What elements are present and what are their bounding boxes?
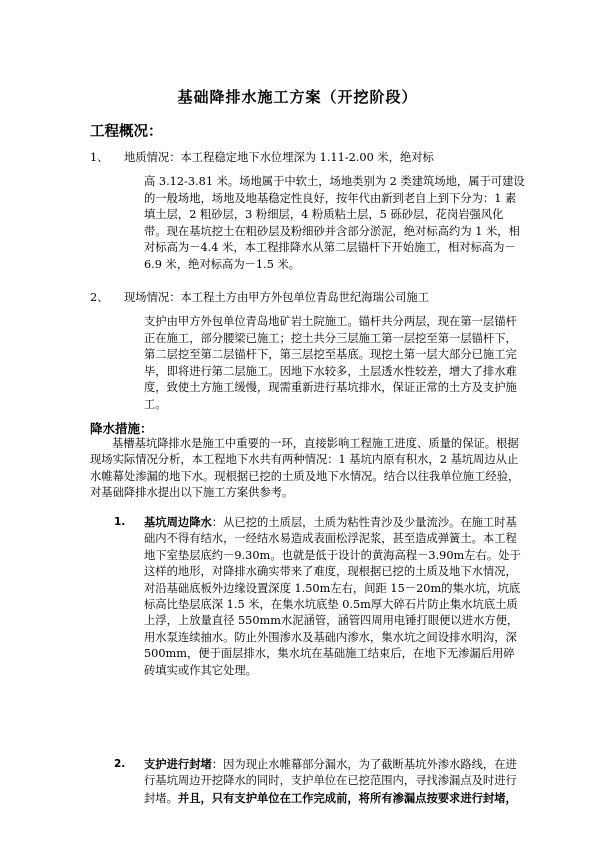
item-body: 高 3.12-3.81 米。场地属于中软土，场地类别为 2 类建筑场地，属于可建设的一般场地，场地及地基稳定性良好，按年代由新到老自上到下分为：1 素填土层，2 粗砂层，3 粉细层，4 粉质粘土层，5 砾砂层，花岗岩强风化带。现在基坑挖土在粗砂层及粉细砂并含部分淤泥，绝对标高约为 1 米，相对标高为－4.4 米，本工程排降水从第二层锚杆下开始施工，相对标高为－6.9 米，绝对标高为－1.5 米。 <box>144 175 525 271</box>
measure-text: ：因为现止水帷幕部分漏水，为了截断基坑外渗水路线，在进行基坑周边开挖降水的同时，支护单位在已挖范围内，寻找渗漏点及时进行封堵。 <box>144 758 517 805</box>
measure-number: 2. <box>114 758 126 770</box>
item-first-line: 地质情况：本工程稳定地下水位埋深为 1.11-2.00 米，绝对标 <box>124 151 434 164</box>
measure-number: 1. <box>114 516 126 528</box>
item-number: 1、 <box>90 151 109 164</box>
measure-bold-tail: 并且，只有支护单位在工作完成前，将所有渗漏点按要求进行封堵， <box>177 790 517 805</box>
measure-label: 基坑周边降水 <box>144 515 212 529</box>
dewatering-intro-paragraph: 基槽基坑降排水是施工中重要的一环，直接影响工程施工进度、质量的保证。根据现场实际情况分析，本工程地下水共有两种情况：1 基坑内原有积水，2 基坑周边从止水帷幕处渗漏的地下水。现根据已挖的土质及地下水情况。结合以往我单位施工经验，对基础降排水提出以下施工方案供参考。 <box>90 437 520 500</box>
measure-body <box>144 514 524 679</box>
measure-text: ：从已挖的土质层，土质为粘性青沙及少量流沙。在施工时基础内不得有结水，一经结水易造成表面松浮泥浆，甚至造成弹簧土。本工程地下室垫层底约－9.30m。也就是低于设计的黄海高程－3.90m左右。处于这样的地形，对降排水确实带来了难度，现根据已挖的土质及地下水情况，对沿基础底板外边缘设置深度 1.50m左右，间距 15－20m的集水坑，坑底标高比垫层底深 1.5 米，在集水坑底垫 0.5m厚大碎石片防止集水坑底土质上浮，上放量直径 550mm水泥涵管，涵管四周用电锤打眼便以进水方便，用水泵连续抽水。防止外围渗水及基础内渗水，集水坑之间设排水明沟，深 500mm，便于面层排水，集水坑在基础施工结束后，在地下无渗漏后用碎砖填实或作其它处理。 <box>144 516 521 677</box>
section-heading-dewatering: 降水措施： <box>90 421 153 436</box>
measure-label: 支护进行封堵 <box>144 757 212 771</box>
document-title: 基础降排水施工方案（开挖阶段） <box>177 88 418 106</box>
section-heading-overview: 工程概况： <box>90 124 163 140</box>
item-number: 2、 <box>90 291 109 304</box>
measure-body <box>144 756 524 807</box>
item-body: 支护由甲方外包单位青岛地矿岩土院施工。锚杆共分两层，现在第一层锚杆正在施工，部分腰梁已施工；挖土共分三层施工第一层挖至第一层锚杆下，第二层挖至第二层锚杆下，第三层挖至基底。现挖土第一层大部分已施工完毕，即将进行第二层施工。因地下水较多，土层透水性较差，增大了排水难度，致使土方施工缓慢，现需重新进行基坑排水，保证正常的土方及支护施工。 <box>144 315 517 411</box>
item-first-line: 现场情况：本工程土方由甲方外包单位青岛世纪海瑞公司施工 <box>124 291 430 304</box>
